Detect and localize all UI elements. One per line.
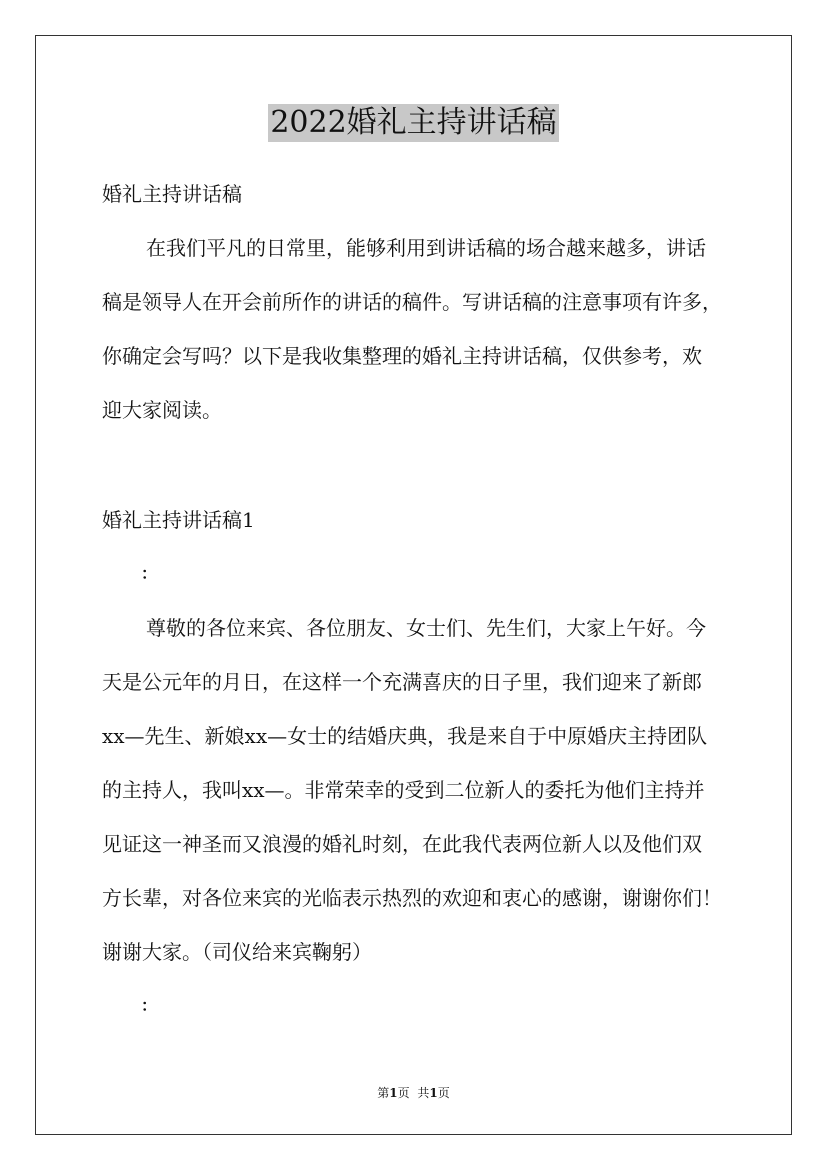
footer-total-suffix: 页 <box>437 1086 450 1100</box>
page-footer <box>0 1084 827 1101</box>
heading-1: 婚礼主持讲话稿 <box>102 182 242 206</box>
colon-marker-2: ： <box>141 996 158 1015</box>
footer-total-prefix: 共 <box>417 1086 430 1100</box>
body-line-3: xx—先生、新娘xx—女士的结婚庆典，我是来自于中原婚庆主持团队 <box>102 724 708 748</box>
body-line-6: 方长辈，对各位来宾的光临表示热烈的欢迎和衷心的感谢，谢谢你们！ <box>102 886 722 910</box>
heading-2: 婚礼主持讲话稿1 <box>102 508 255 532</box>
body-line-2: 天是公元年的月日，在这样一个充满喜庆的日子里，我们迎来了新郎 <box>102 670 702 694</box>
intro-line-1: 在我们平凡的日常里，能够利用到讲话稿的场合越来越多，讲话 <box>146 236 706 260</box>
colon-marker-1: ： <box>141 564 158 583</box>
body-line-1: 尊敬的各位来宾、各位朋友、女士们、先生们，大家上午好。今 <box>146 616 706 640</box>
intro-line-4: 迎大家阅读。 <box>102 398 222 422</box>
body-line-5: 见证这一神圣而又浪漫的婚礼时刻，在此我代表两位新人以及他们双 <box>102 832 702 856</box>
footer-page-suffix: 页 <box>397 1086 410 1100</box>
footer-page-number: 1 <box>389 1086 398 1100</box>
document-title: 2022婚礼主持讲话稿 <box>270 105 557 140</box>
footer-prefix: 第 <box>377 1086 390 1100</box>
body-line-4: 的主持人，我叫xx—。非常荣幸的受到二位新人的委托为他们主持并 <box>102 778 705 802</box>
title-container <box>0 104 827 142</box>
body-line-7: 谢谢大家。（司仪给来宾鞠躬） <box>102 940 372 964</box>
intro-line-2: 稿是领导人在开会前所作的讲话的稿件。写讲话稿的注意事项有许多， <box>102 290 722 314</box>
footer-total-pages: 1 <box>429 1086 438 1100</box>
intro-line-3: 你确定会写吗？以下是我收集整理的婚礼主持讲话稿，仅供参考，欢 <box>102 344 702 368</box>
